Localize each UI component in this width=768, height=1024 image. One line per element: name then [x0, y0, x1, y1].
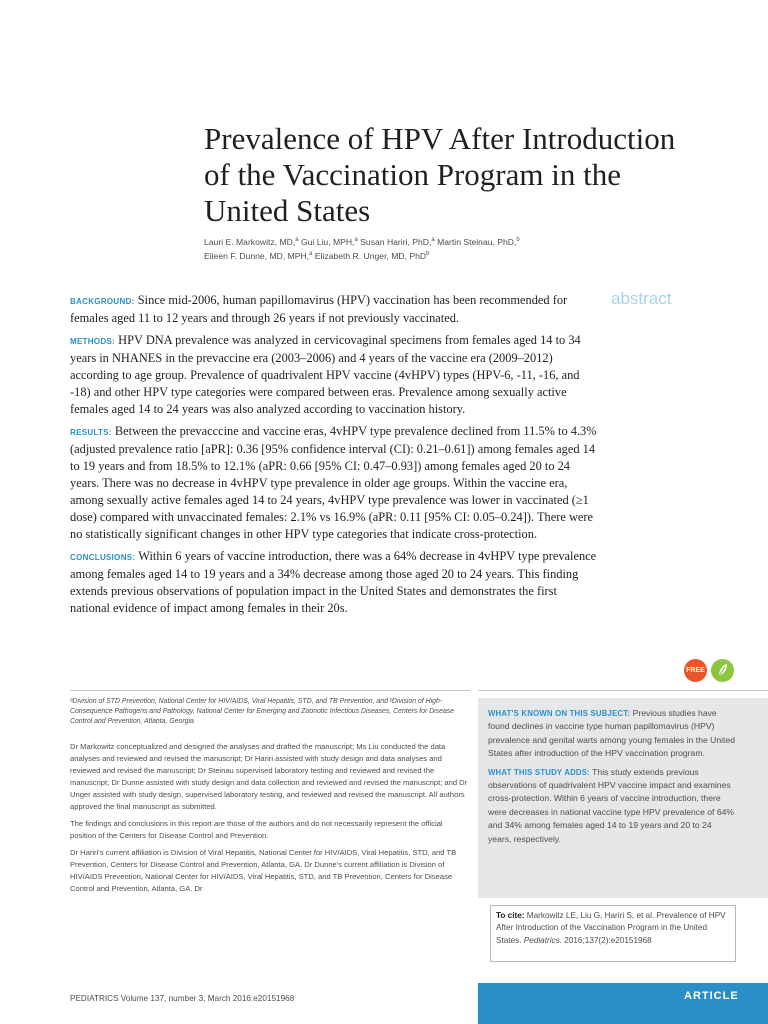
section-label: METHODS:: [70, 337, 116, 346]
affiliation-note: Dr Hariri's current affiliation is Division of Viral Hepatitis, National Center for HIV/AIDS, Viral Hepatitis, STD, and TB Prevention, Centers for Disease Control and Prevention, Atlanta, GA. Dr Dunne's current affiliation is Division of HIV/AIDS Prevention, National Center for HIV/AIDS, Viral Hepatitis, STD, and TB Prevention, Centers for Disease Control and Prevention, Atlanta, GA. Dr: [70, 848, 457, 893]
summary-panel-text: [488, 707, 736, 851]
citation-label: To cite:: [496, 911, 525, 920]
what-this-adds: WHAT THIS STUDY ADDS: This study extends previous observations of quadrivalent HPV vaccine impact and examines cross-protection. Within 6 years of vaccine introduction, there were decreases in national vaccine type HPV prevalence of 64% and 34% among females aged 14 to 19 years and 20 to 24 years, respectively.: [488, 766, 735, 844]
divider: [478, 690, 768, 691]
article-type-label: ARTICLE: [684, 990, 739, 1002]
author: Gui Liu, MPH,$^a$: [298, 236, 358, 247]
author-line-2: [204, 248, 624, 262]
section-label: RESULTS:: [70, 428, 112, 437]
author-notes: [70, 741, 470, 900]
page-footer: PEDIATRICS Volume 137, number 3, March 2016:e20151968: [70, 994, 295, 1003]
author: Martin Steinau, PhD,$^b$: [434, 236, 520, 247]
abstract-results: RESULTS: Between the prevacccine and vaccine eras, 4vHPV type prevalence declined from 11.5% to 4.3% (adjusted prevalence ratio [aPR]: 0.36 [95% confidence interval (CI): 0.21–0.61]) among females aged 14 to 19 years and from 18.5% to 12.1% (aPR: 0.66 [95% CI: 0.47–0.93]) among females aged 20 to 24 years. There was no decrease in 4vHPV type prevalence in older age groups. Within the vaccine era, among sexually active females aged 14 to 24 years, 4vHPV type prevalence was lower in vaccinated (≥1 dose) compared with unvaccinated females: 2.1% vs 16.9% (aPR: 0.11 [95% CI: 0.05–0.24]). There were no statistically significant changes in other HPV type categories that indicate cross-protection.: [70, 424, 597, 541]
author: Eileen F. Dunne, MD, MPH,$^a$: [204, 250, 313, 261]
author: Elizabeth R. Unger, MD, PhD$^b$: [312, 250, 430, 261]
author: Susan Hariri, PhD,$^a$: [357, 236, 435, 247]
abstract-body: [70, 292, 598, 622]
author-list: [204, 234, 624, 262]
abstract-background: BACKGROUND: Since mid-2006, human papillomavirus (HPV) vaccination has been recommended for females aged 11 to 12 years and through 26 years if not previously vaccinated.: [70, 293, 568, 325]
journal-name: Pediatrics.: [523, 935, 562, 945]
free-access-badge: FREE: [684, 659, 707, 682]
whats-known: WHAT'S KNOWN ON THIS SUBJECT: Previous studies have found declines in vaccine type human papillomavirus (HPV) prevalence and genital warts among young females in the United States after introduction of the HPV vaccination program.: [488, 708, 735, 759]
section-label: WHAT'S KNOWN ON THIS SUBJECT:: [488, 709, 631, 718]
abstract-methods: METHODS: HPV DNA prevalence was analyzed in cervicovaginal specimens from females aged 14 to 34 years in NHANES in the prevaccine era (2003–2006) and 4 years of the vaccine era (2009–2012) according to age group. Prevalence of quadrivalent HPV vaccine (4vHPV) types (HPV-6, -11, -16, and -18) and other HPV type categories were compared between eras. Prevalence among sexually active females aged 14 to 24 years was also analyzed according to vaccination history.: [70, 333, 581, 416]
disclaimer-note: The findings and conclusions in this report are those of the authors and do not necessarily represent the official position of the Centers for Disease Control and Prevention.: [70, 819, 443, 840]
author-line-1: [204, 234, 624, 248]
abstract-conclusions: CONCLUSIONS: Within 6 years of vaccine introduction, there was a 64% decrease in 4vHPV type prevalence among females aged 14 to 19 years and a 34% decrease among those aged 20 to 24 years. This finding extends previous observations of population impact in the United States and demonstrates the first national evidence of impact among females in their 20s.: [70, 549, 597, 615]
citation-text: To cite: Markowitz LE, Liu G, Hariri S, et al. Prevalence of HPV After Introduction of the Vaccination Program in the United States. Pediatrics. 2016;137(2):e20151968: [496, 911, 726, 945]
contributions-note: Dr Markowitz conceptualized and designed the analyses and drafted the manuscript; Ms Liu conducted the data analyses and reviewed and revised the manuscript; Dr Hariri assisted with study design and data analyses and reviewed and revised the manuscript; Dr Steinau supervised laboratory testing and reviewed and revised the manuscript; Dr Dunne assisted with study design and data collection and reviewed and revised the manuscript; and Dr Unger assisted with study design, supervised laboratory testing, and reviewed and revised the manuscript. All authors approved the final manuscript as submitted.: [70, 742, 468, 811]
section-label: BACKGROUND:: [70, 297, 135, 306]
section-label: CONCLUSIONS:: [70, 553, 136, 562]
divider: [70, 690, 470, 691]
author: Lauri E. Markowitz, MD,$^a$: [204, 236, 299, 247]
abstract-label: abstract: [611, 289, 672, 308]
article-title: Prevalence of HPV After Introduction of the Vaccination Program in the United States: [204, 121, 676, 228]
affiliations: ᵃDivision of STD Prevention, National Center for HIV/AIDS, Viral Hepatitis, STD, and TB Prevention, and ᵇDivision of High-Consequence Pathogens and Pathology, National Center for Emerging and Zoonotic Infectious Diseases, Centers for Disease Control and Prevention, Atlanta, Georgia: [70, 698, 455, 725]
leaf-icon: [711, 659, 734, 682]
section-label: WHAT THIS STUDY ADDS:: [488, 767, 590, 777]
